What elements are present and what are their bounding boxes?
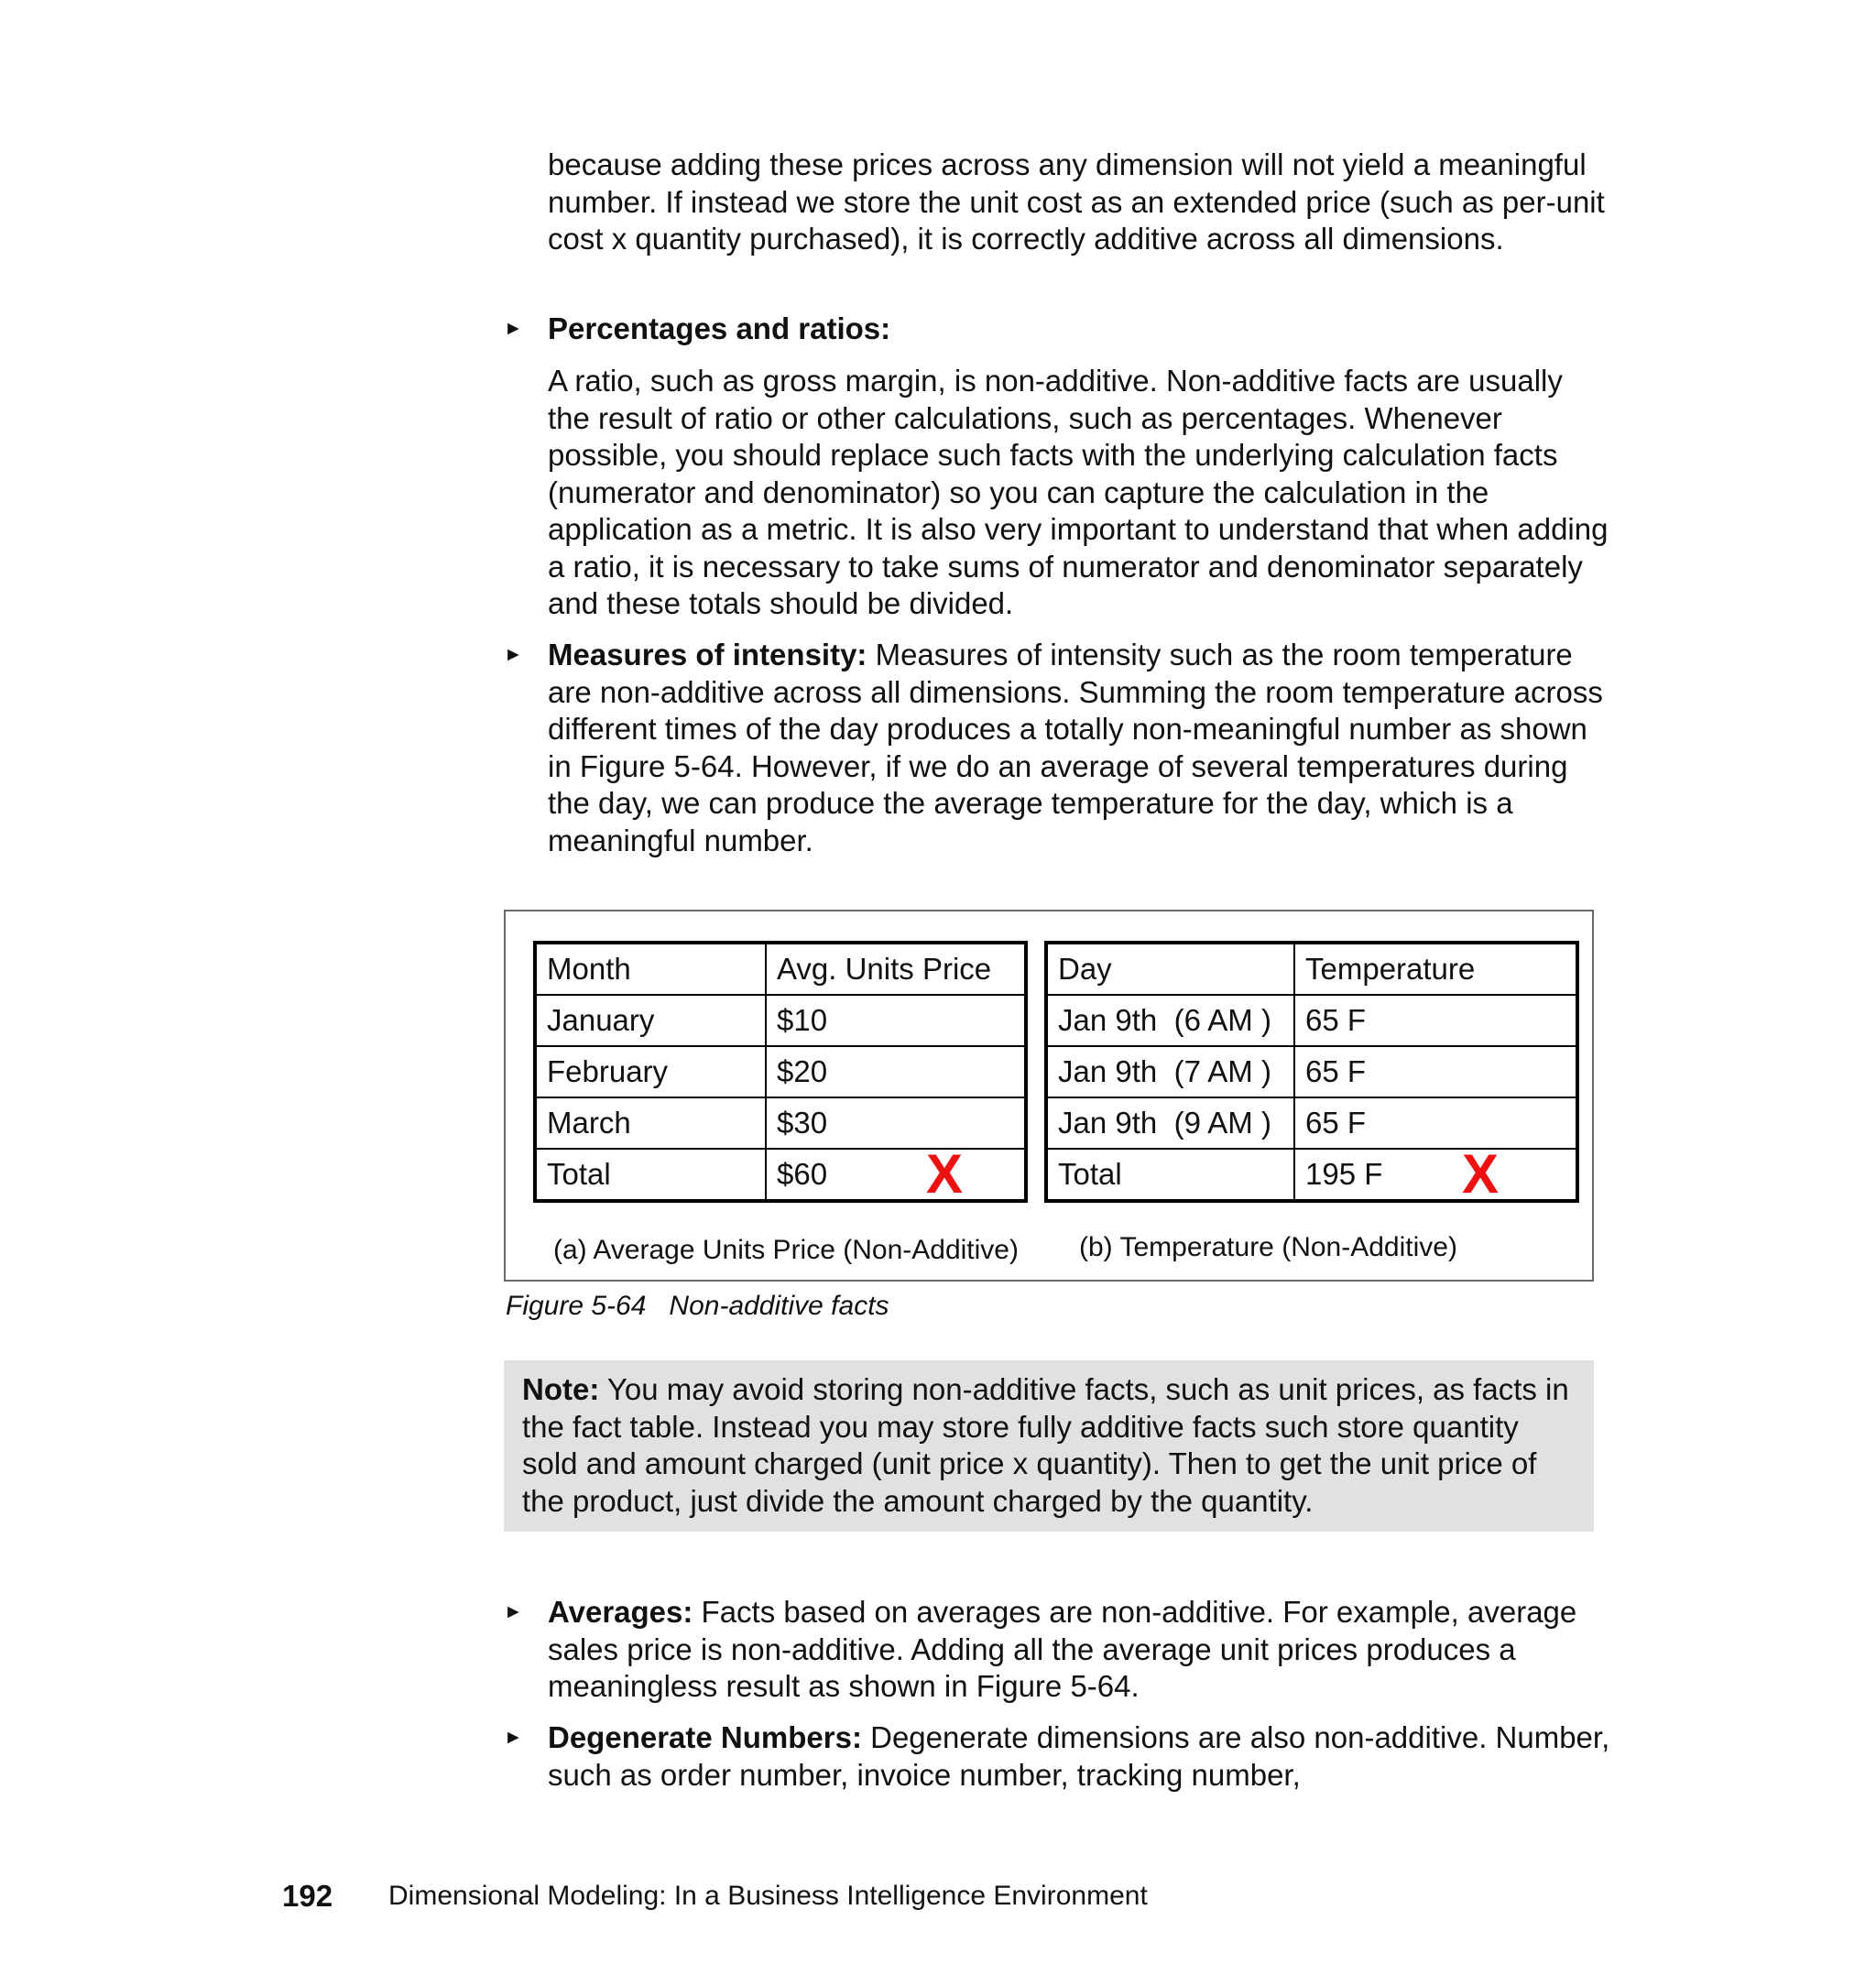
table-cell: Jan 9th (9 AM ) [1046,1097,1294,1149]
table-cell: February [535,1046,766,1097]
table-cell-value: $60 [777,1157,828,1191]
table-cell: January [535,995,766,1046]
table-row [535,1097,1026,1149]
table-cell [766,1143,1026,1205]
bullet-marker-icon: ► [504,318,523,339]
bullet-percentages [504,311,1610,348]
note-label: Note: [522,1372,600,1406]
subcaption-a: (a) Average Units Price (Non-Additive) [553,1235,1019,1265]
table-row [1046,1046,1577,1097]
table-row [1046,995,1577,1046]
table-header-cell: Temperature [1294,943,1577,995]
bullet-body: Degenerate dimensions are also non-additive. Number, such as order number, invoice number, tracking number, [548,1720,1610,1792]
table-row [535,1149,1026,1201]
red-x-icon: X [1462,1143,1500,1205]
table-cell-value: 195 F [1305,1157,1383,1191]
intro-paragraph: because adding these prices across any dimension will not yield a meaningful number. If instead we store the unit cost as an extended price (such as per-unit cost x quantity purchased), it is correctly additive across all dimensions. [548,147,1605,256]
bullet-degenerate-numbers [504,1719,1610,1794]
bullet-averages [504,1594,1610,1706]
table-row [535,1046,1026,1097]
table-average-units-price [533,941,1028,1203]
table-cell: 65 F [1294,995,1577,1046]
table-row [1046,943,1577,995]
bullet-marker-icon: ► [504,644,523,665]
table-cell: March [535,1097,766,1149]
note-box [504,1360,1594,1532]
table-row [535,995,1026,1046]
table-cell: $20 [766,1046,1026,1097]
bullet-title: Degenerate Numbers: [548,1720,862,1754]
table-cell: Jan 9th (6 AM ) [1046,995,1294,1046]
subcaption-b: (b) Temperature (Non-Additive) [1079,1232,1457,1262]
figure-caption: Figure 5-64 Non-additive facts [506,1291,889,1321]
bullet-measures-of-intensity [504,637,1610,859]
bullet-marker-icon: ► [504,1727,523,1748]
table-cell: $10 [766,995,1026,1046]
table-row [1046,1097,1577,1149]
note-text: You may avoid storing non-additive facts, such as unit prices, as facts in the fact table. Instead you may store fully additive facts such store quantity sold and amount charged (unit price x quantity). Then to get the unit price of the product, just divide the amount charged by the quantity. [522,1372,1569,1518]
table-header-cell: Month [535,943,766,995]
table-cell: Total [1046,1149,1294,1201]
table-row [535,943,1026,995]
table-header-cell: Avg. Units Price [766,943,1026,995]
ratio-paragraph: A ratio, such as gross margin, is non-additive. Non-additive facts are usually the result of ratio or other calculations, such as percentages. Whenever possible, you should replace such facts with the underlying calculation facts (numerator and denominator) so you can capture the calculation in the application as a metric. It is also very important to understand that when adding a ratio, it is necessary to take sums of numerator and denominator separately and these totals should be divided. [548,364,1609,620]
table-row [1046,1149,1577,1201]
table-cell: 65 F [1294,1046,1577,1097]
figure-5-64 [504,910,1594,1282]
red-x-icon: X [926,1143,964,1205]
table-cell: Total [535,1149,766,1201]
bullet-body: Measures of intensity such as the room temperature are non-additive across all dimensions. Summing the room temperature across different times of the day produces a totally non-meaningful number as shown in Figure 5-64. However, if we do an average of several temperatures during the day, we can produce the average temperature for the day, which is a meaningful number. [548,638,1603,857]
table-cell: $30 [766,1097,1026,1149]
book-title: Dimensional Modeling: In a Business Intelligence Environment [388,1881,1148,1911]
bullet-title: Percentages and ratios: [548,311,891,345]
bullet-marker-icon: ► [504,1601,523,1622]
table-cell: Jan 9th (7 AM ) [1046,1046,1294,1097]
table-header-cell: Day [1046,943,1294,995]
page-number: 192 [282,1879,333,1913]
table-cell: 65 F [1294,1097,1577,1149]
bullet-body: Facts based on averages are non-additive. For example, average sales price is non-additive. Adding all the average unit prices produces a meaningless result as shown in Figure 5-64. [548,1595,1577,1703]
table-temperature [1044,941,1579,1203]
bullet-title: Averages: [548,1595,693,1629]
bullet-title: Measures of intensity: [548,638,867,671]
table-cell [1294,1143,1577,1205]
